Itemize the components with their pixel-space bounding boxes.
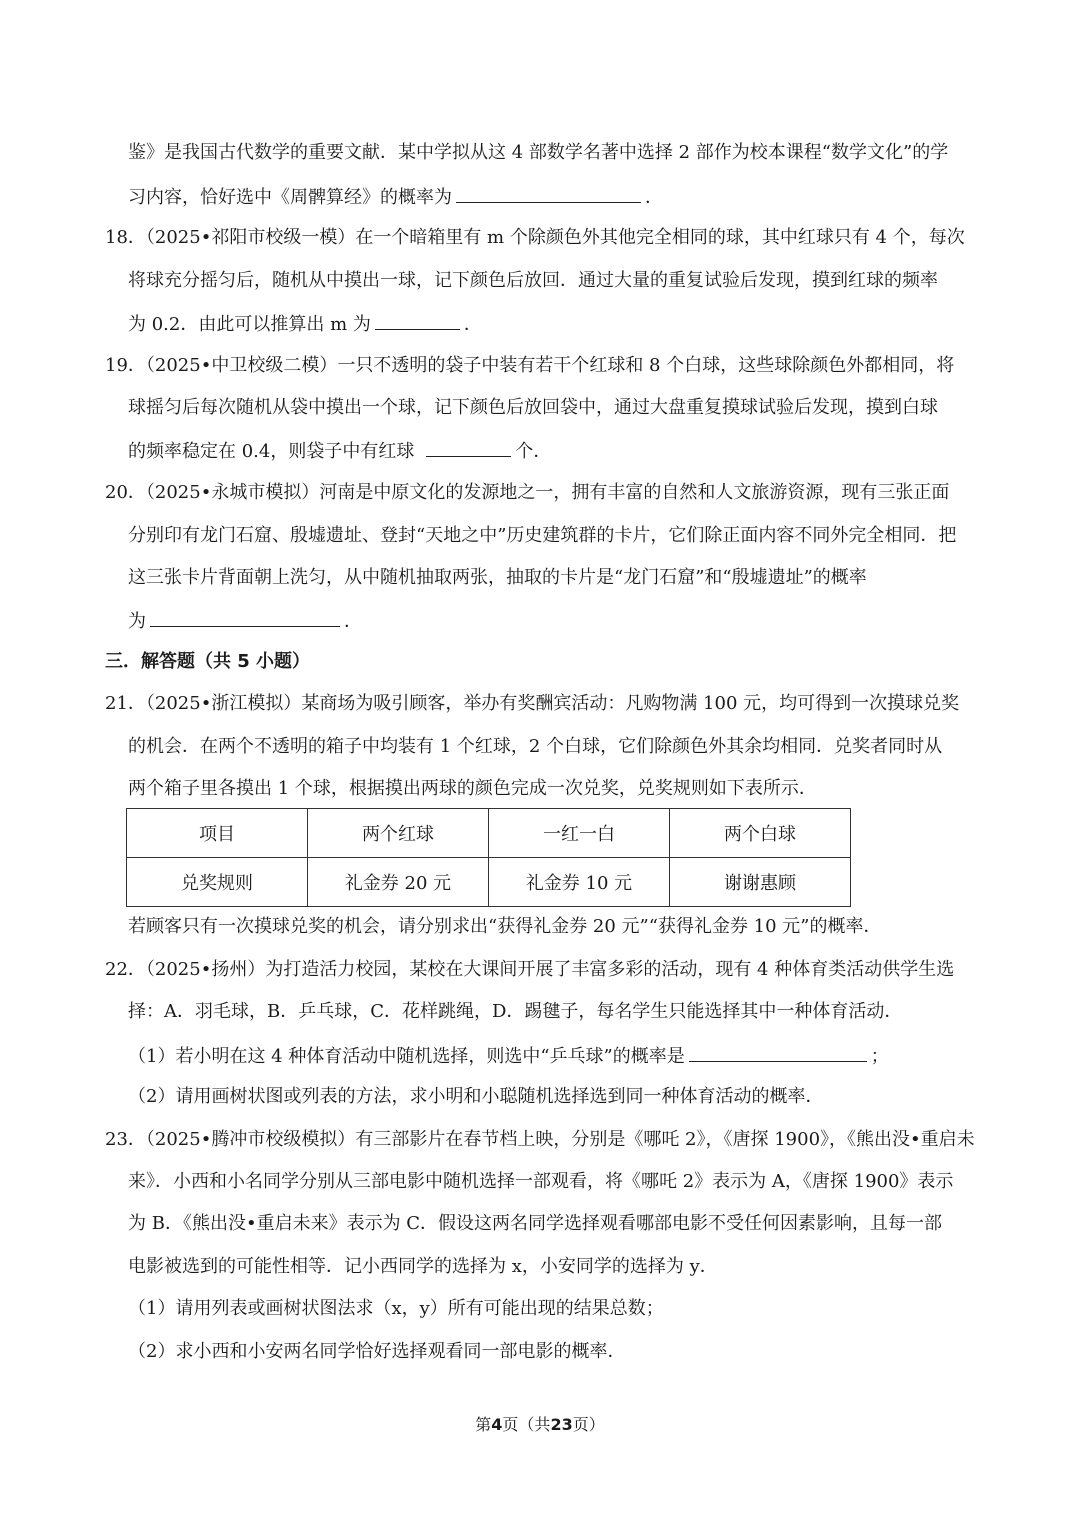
q18-line1: 18．（2025•祁阳市校级一模）在一个暗箱里有 m 个除颜色外其他完全相同的球，其中红球只有 4 个，每次 bbox=[105, 227, 965, 248]
answer-blank bbox=[375, 311, 460, 330]
q18-line3 bbox=[128, 311, 482, 337]
q20-line2: 分别印有龙门石窟、殷墟遗址、登封“天地之中”历史建筑群的卡片，它们除正面内容不同外完全相同．把 bbox=[128, 525, 957, 546]
table-cell: 礼金券 10 元 bbox=[489, 858, 670, 907]
q23-part1: （1）请用列表或画树状图法求（x，y）所有可能出现的结果总数； bbox=[128, 1298, 664, 1319]
q22-part1-tail: ； bbox=[870, 1046, 889, 1067]
q18-tail: ． bbox=[463, 314, 482, 335]
q22-line2: 择：A．羽毛球，B．乒乓球，C．花样跳绳，D．踢毽子，每名学生只能选择其中一种体育活动． bbox=[128, 1001, 903, 1022]
table-cell: 一红一白 bbox=[489, 809, 670, 858]
footer-prefix: 第 bbox=[475, 1415, 492, 1434]
table-cell: 两个白球 bbox=[670, 809, 851, 858]
table-cell: 两个红球 bbox=[308, 809, 489, 858]
q23-part2: （2）求小西和小安两名同学恰好选择观看同一部电影的概率． bbox=[128, 1341, 626, 1362]
q22-part1 bbox=[128, 1043, 889, 1069]
table-row bbox=[127, 809, 851, 858]
q23-line1: 23．（2025•腾冲市校级模拟）有三部影片在春节档上映，分别是《哪吒 2》，《唐探 1900》，《熊出没•重启未 bbox=[105, 1129, 975, 1150]
q21-line1: 21．（2025•浙江模拟）某商场为吸引顾客，举办有奖酬宾活动：凡购物满 100 元，均可得到一次摸球兑奖 bbox=[105, 693, 960, 714]
footer-mid: 页（共 bbox=[502, 1415, 551, 1434]
q19-text: 的频率稳定在 0.4，则袋子中有红球 bbox=[128, 441, 415, 462]
page-total: 23 bbox=[550, 1415, 573, 1434]
q22-line1: 22．（2025•扬州）为打造活力校园，某校在大课间开展了丰富多彩的活动，现有 4 种体育类活动供学生选 bbox=[105, 959, 955, 980]
answer-blank bbox=[150, 608, 340, 627]
footer-suffix: 页） bbox=[572, 1415, 605, 1434]
table-cell: 兑奖规则 bbox=[127, 858, 308, 907]
page-footer bbox=[0, 1412, 1080, 1435]
q21-line2: 的机会．在两个不透明的箱子中均装有 1 个红球，2 个白球，它们除颜色外其余均相同．兑奖者同时从 bbox=[128, 736, 943, 757]
q21-line3: 两个箱子里各摸出 1 个球，根据摸出两球的颜色完成一次兑奖，兑奖规则如下表所示． bbox=[128, 778, 817, 799]
answer-blank bbox=[689, 1043, 867, 1062]
q18-line2: 将球充分摇匀后，随机从中摸出一球，记下颜色后放回．通过大量的重复试验后发现，摸到红球的频率 bbox=[128, 270, 938, 291]
q17-tail: ． bbox=[645, 187, 663, 208]
q20-line1: 20．（2025•永城市模拟）河南是中原文化的发源地之一，拥有丰富的自然和人文旅游资源，现有三张正面 bbox=[105, 482, 950, 503]
q19-line1: 19．（2025•中卫校级二模）一只不透明的袋子中装有若干个红球和 8 个白球，这些球除颜色外都相同，将 bbox=[105, 355, 955, 376]
table-row bbox=[127, 858, 851, 907]
q22-part1-text: （1）若小明在这 4 种体育活动中随机选择，则选中“乒乓球”的概率是 bbox=[128, 1046, 685, 1067]
q18-text: 为 0.2．由此可以推算出 m 为 bbox=[128, 314, 371, 335]
q19-line3 bbox=[128, 438, 551, 464]
table-cell: 谢谢惠顾 bbox=[670, 858, 851, 907]
table-cell: 项目 bbox=[127, 809, 308, 858]
answer-blank bbox=[456, 184, 641, 203]
table-cell: 礼金券 20 元 bbox=[308, 858, 489, 907]
q23-line3: 为 B．《熊出没•重启未来》表示为 C．假设这两名同学选择观看哪部电影不受任何因素影响，且每一部 bbox=[128, 1213, 943, 1234]
q20-line3: 这三张卡片背面朝上洗匀，从中随机抽取两张，抽取的卡片是“龙门石窟”和“殷墟遗址”的概率 bbox=[128, 567, 867, 588]
answer-blank bbox=[426, 438, 511, 457]
prize-rules-table bbox=[126, 808, 851, 907]
q17-line1: 鉴》是我国古代数学的重要文献．某中学拟从这 4 部数学名著中选择 2 部作为校本课程“数学文化”的学 bbox=[128, 142, 949, 163]
q20-line4 bbox=[128, 608, 362, 634]
q20-text: 为 bbox=[128, 611, 146, 632]
q23-line2: 来》．小西和小名同学分别从三部电影中随机选择一部观看，将《哪吒 2》表示为 A，《唐探 1900》表示 bbox=[128, 1171, 954, 1192]
page-number: 4 bbox=[491, 1415, 503, 1434]
q17-line2 bbox=[128, 184, 663, 210]
q17-text: 习内容，恰好选中《周髀算经》的概率为 bbox=[128, 187, 452, 208]
q19-line2: 球摇匀后每次随机从袋中摸出一个球，记下颜色后放回袋中，通过大盘重复摸球试验后发现，摸到白球 bbox=[128, 397, 938, 418]
q23-line4: 电影被选到的可能性相等．记小西同学的选择为 x，小安同学的选择为 y． bbox=[128, 1256, 718, 1277]
q20-tail: ． bbox=[344, 611, 362, 632]
section-heading: 三．解答题（共 5 小题） bbox=[105, 651, 311, 672]
q22-part2: （2）请用画树状图或列表的方法，求小明和小聪随机选择选到同一种体育活动的概率． bbox=[128, 1086, 824, 1107]
q19-tail: 个． bbox=[515, 441, 552, 462]
q21-line4: 若顾客只有一次摸球兑奖的机会，请分别求出“获得礼金券 20 元”“获得礼金券 10 元”的概率． bbox=[128, 916, 882, 937]
